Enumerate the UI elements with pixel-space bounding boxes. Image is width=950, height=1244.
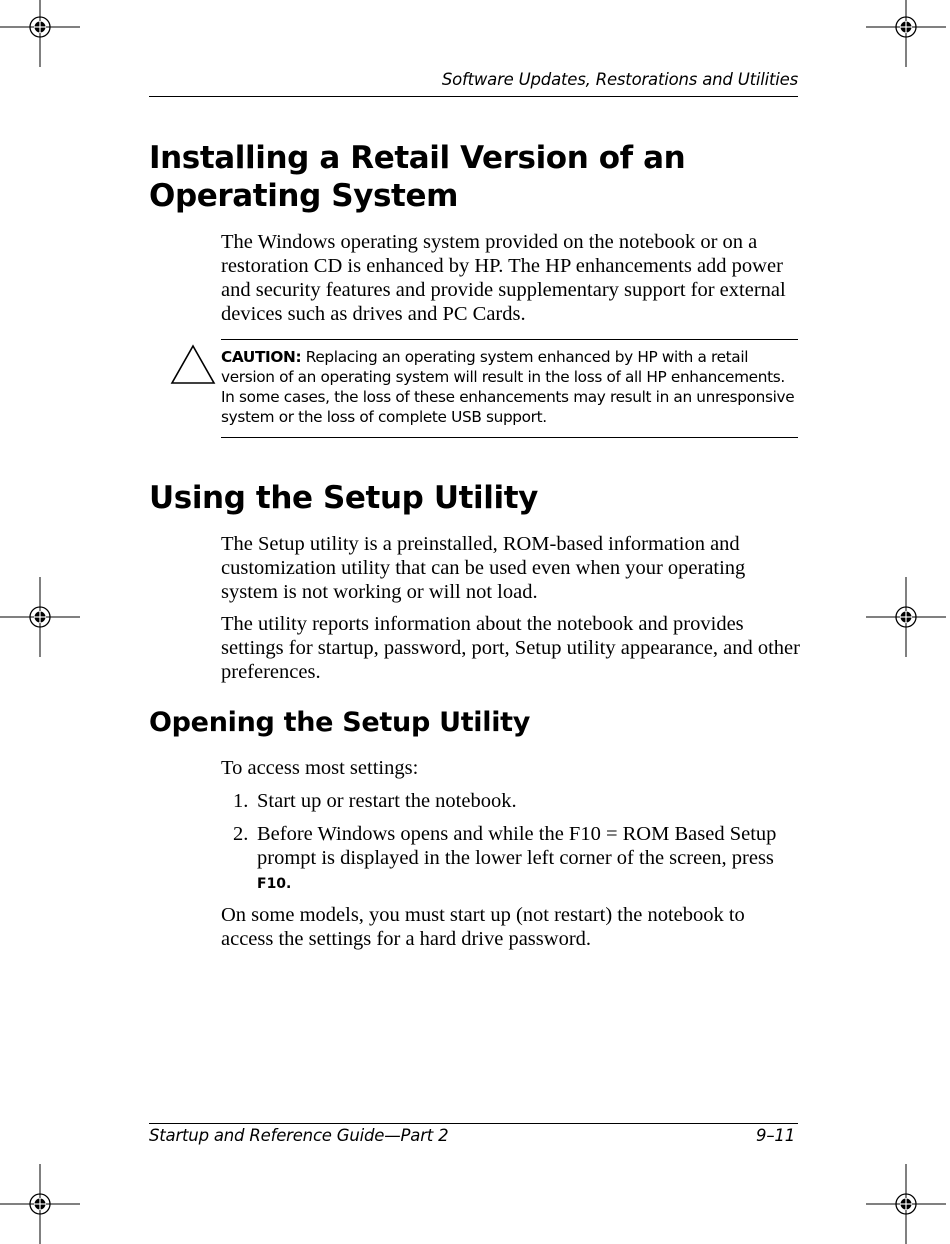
caution-rule-top: [221, 339, 798, 340]
step-text: Start up or restart the notebook.: [257, 790, 517, 812]
page-number: 9–11: [756, 1126, 795, 1145]
caution-triangle-icon: [169, 344, 217, 386]
step-text: Before Windows opens and while the F10 = ROM Based Setup prompt is displayed in the lower left corner of the screen, press: [257, 823, 777, 869]
retail-paragraph: The Windows operating system provided on the notebook or on a restoration CD is enhanced by HP. The HP enhancements add power and security features and provide supplementary support for external devices such as drives and PC Cards.: [221, 231, 786, 325]
setup-paragraph-2: The utility reports information about the notebook and provides settings for startup, password, port, Setup utility appearance, and other preferences.: [221, 613, 800, 683]
registration-mark-bottom-right-icon: [866, 1164, 946, 1244]
step-number: 1.: [233, 790, 249, 812]
registration-mark-bottom-left-icon: [0, 1164, 80, 1244]
subsection-heading-opening: Opening the Setup Utility: [149, 707, 531, 738]
step-number: 2.: [233, 823, 249, 845]
section-heading-setup: Using the Setup Utility: [149, 480, 538, 516]
setup-paragraph-1: The Setup utility is a preinstalled, ROM-based information and customization utility that can be used even when your operating system is not working or will not load.: [221, 533, 746, 603]
list-item: [221, 822, 801, 896]
registration-mark-top-right-icon: [866, 0, 946, 67]
section-heading-retail: [149, 139, 685, 215]
list-item: [221, 789, 801, 813]
running-header: Software Updates, Restorations and Utilities: [441, 70, 798, 89]
caution-note: [221, 347, 799, 427]
footer-title: Startup and Reference Guide—Part 2: [149, 1126, 449, 1145]
opening-intro: To access most settings:: [221, 757, 419, 779]
caution-rule-bottom: [221, 437, 798, 438]
heading-line-2: Operating System: [149, 178, 459, 214]
caution-label: CAUTION:: [221, 348, 302, 366]
opening-note: On some models, you must start up (not restart) the notebook to access the settings for a hard drive password.: [221, 904, 745, 950]
header-rule: [149, 96, 798, 97]
keyboard-key-label: F10.: [257, 876, 292, 892]
heading-line-1: Installing a Retail Version of an: [149, 140, 686, 176]
registration-mark-middle-left-icon: [0, 577, 80, 657]
registration-mark-middle-right-icon: [866, 577, 946, 657]
caution-text: Replacing an operating system enhanced by HP with a retail version of an operating system will result in the loss of all HP enhancements. In some cases, the loss of these enhancements may result in an unresponsive system or the loss of complete USB support.: [221, 348, 795, 426]
registration-mark-top-left-icon: [0, 0, 80, 67]
footer-rule: [149, 1123, 798, 1124]
step-text-wrapper: [257, 822, 801, 896]
